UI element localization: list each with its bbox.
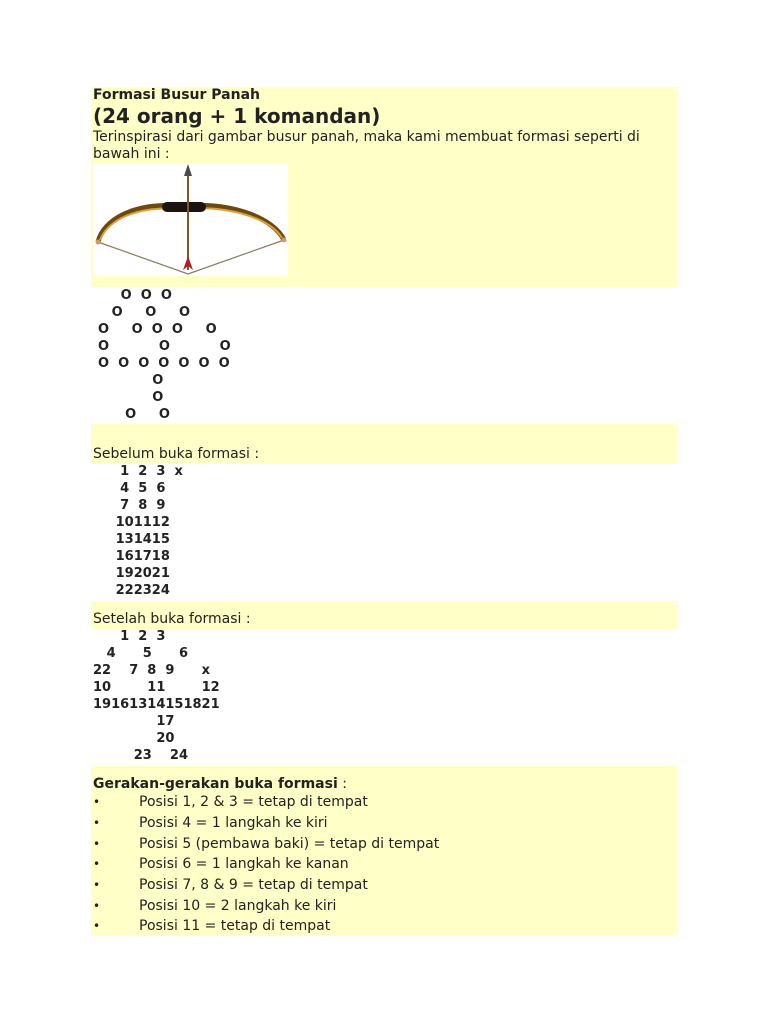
list-item-text: Posisi 6 = 1 langkah ke kanan: [139, 856, 349, 872]
bullet-icon: •: [93, 899, 101, 913]
after-row: 20: [93, 731, 175, 746]
moves-heading-colon: :: [337, 776, 347, 792]
after-row: 23 24: [93, 748, 189, 763]
before-row: 101112: [93, 515, 170, 530]
list-item-text: Posisi 11 = tetap di tempat: [139, 918, 331, 934]
list-item-text: Posisi 5 (pembawa baki) = tetap di tempat: [139, 836, 440, 852]
formation-o-row: O O O: [98, 288, 172, 303]
after-heading: Setelah buka formasi :: [93, 611, 251, 627]
before-row: 192021: [93, 566, 170, 581]
before-row: 1 2 3 x: [93, 464, 183, 479]
bullet-icon: •: [93, 795, 101, 809]
after-row: 1 2 3: [93, 629, 166, 644]
before-row: 7 8 9: [93, 498, 166, 513]
formation-o-row: O O O O O O O: [98, 356, 230, 371]
bullet-icon: •: [93, 857, 101, 871]
moves-heading-label: Gerakan-gerakan buka formasi: [93, 776, 338, 792]
bullet-icon: •: [93, 816, 101, 830]
list-item-text: Posisi 1, 2 & 3 = tetap di tempat: [139, 794, 368, 810]
list-item-text: Posisi 10 = 2 langkah ke kiri: [139, 898, 337, 914]
formation-o-row: O O O: [98, 305, 190, 320]
formation-o-row: O O: [98, 407, 170, 422]
intro-line-1: Terinspirasi dari gambar busur panah, maka kami membuat formasi seperti di: [93, 129, 640, 145]
bow-arrow-image: [94, 164, 288, 276]
before-row: 131415: [93, 532, 170, 547]
page-subtitle: Formasi Busur Panah: [93, 87, 260, 103]
bullet-icon: •: [93, 919, 101, 933]
list-item-text: Posisi 7, 8 & 9 = tetap di tempat: [139, 877, 368, 893]
after-row: 4 5 6: [93, 646, 189, 661]
after-row: 19161314151821: [93, 697, 220, 712]
after-row: 17: [93, 714, 175, 729]
formation-o-row: O O O O O: [98, 322, 217, 337]
before-row: 161718: [93, 549, 170, 564]
before-row: 4 5 6: [93, 481, 166, 496]
bullet-icon: •: [93, 878, 101, 892]
before-heading: Sebelum buka formasi :: [93, 446, 260, 462]
formation-o-row: O: [98, 373, 164, 388]
formation-o-row: O O O: [98, 339, 231, 354]
intro-line-2: bawah ini :: [93, 146, 170, 162]
before-row: 222324: [93, 583, 170, 598]
formation-o-row: O: [98, 390, 164, 405]
moves-heading: [93, 776, 347, 793]
bullet-icon: •: [93, 837, 101, 851]
after-row: 10 11 12: [93, 680, 220, 695]
page-title: (24 orang + 1 komandan): [93, 104, 381, 128]
after-row: 22 7 8 9 x: [93, 663, 210, 678]
list-item-text: Posisi 4 = 1 langkah ke kiri: [139, 815, 328, 831]
